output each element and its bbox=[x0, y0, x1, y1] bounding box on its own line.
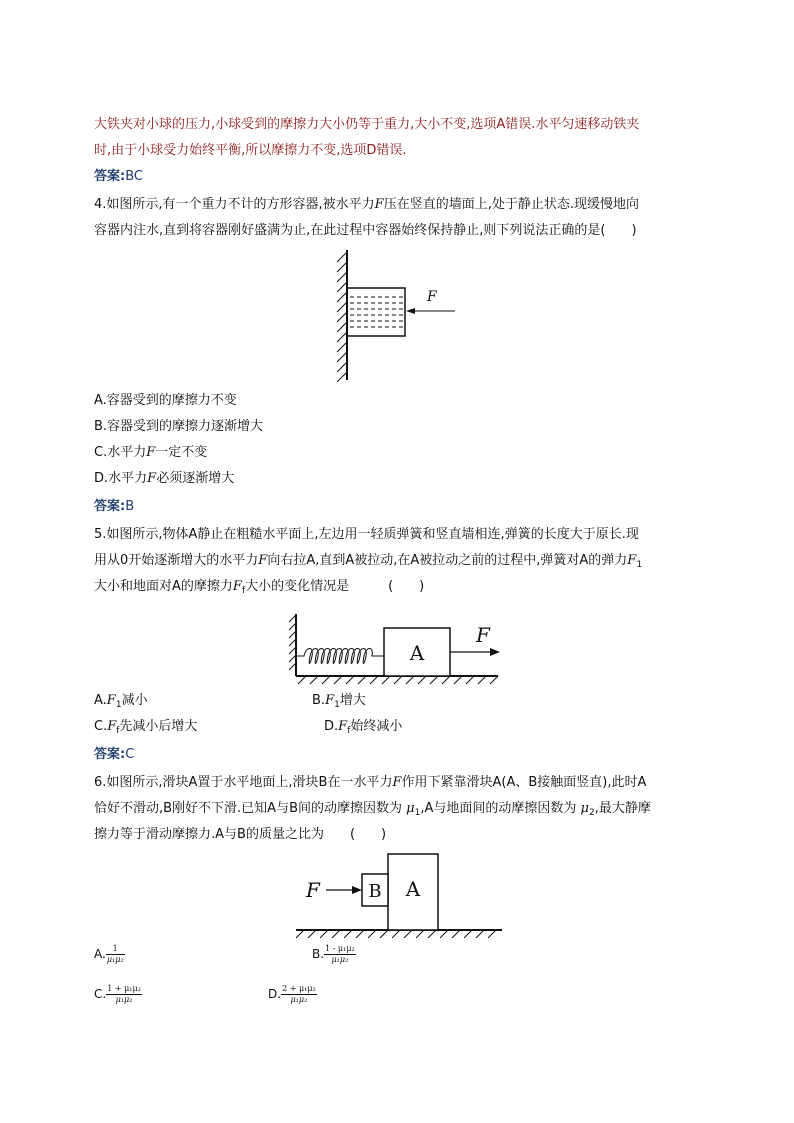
q6-line-2 bbox=[94, 800, 651, 818]
var-Ff: F bbox=[338, 719, 348, 734]
var-F: F bbox=[258, 553, 268, 568]
var-F: F bbox=[147, 471, 157, 486]
numerator: 1 bbox=[106, 944, 125, 955]
answer-q3 bbox=[94, 168, 143, 186]
ground-hatch bbox=[296, 930, 502, 938]
q4-option-a: A.容器受到的摩擦力不变 bbox=[94, 393, 237, 408]
q6-option-b bbox=[312, 944, 356, 965]
q5-text: 大小的变化情况是 ( ) bbox=[245, 579, 425, 594]
q4-text: 4.如图所示,有一个重力不计的方形容器,被水平力 bbox=[94, 197, 375, 212]
force-label: F bbox=[476, 623, 490, 647]
answer-value: BC bbox=[125, 169, 143, 184]
q5-text: 大小和地面对A的摩擦力 bbox=[94, 579, 233, 594]
var-Ff: F bbox=[107, 719, 117, 734]
q4-option-d bbox=[94, 470, 234, 488]
fraction bbox=[106, 984, 142, 1005]
numerator: 1 + μ₁μ₂ bbox=[107, 984, 141, 993]
denominator: μ₁μ₂ bbox=[331, 955, 349, 964]
q5-option-a bbox=[94, 692, 148, 710]
force-label: F bbox=[306, 878, 320, 902]
answer-value: C bbox=[125, 747, 135, 762]
opt-prefix: C. bbox=[94, 719, 108, 734]
opt-prefix: C. bbox=[94, 987, 107, 1001]
container bbox=[347, 288, 405, 336]
subscript: 1 bbox=[115, 700, 122, 710]
q4-opt-text: D.水平力 bbox=[94, 471, 148, 486]
q6-option-d bbox=[268, 984, 317, 1005]
block-a-label: A bbox=[409, 641, 425, 665]
force-arrowhead bbox=[352, 886, 362, 894]
q6-text: 作用下紧靠滑块A(A、B接触面竖直),此时A bbox=[401, 775, 647, 790]
wall-hatch bbox=[289, 614, 296, 676]
fraction bbox=[324, 944, 356, 965]
var-F: F bbox=[146, 445, 156, 460]
numerator: 1 - μ₁μ₂ bbox=[325, 944, 355, 953]
q6-text: 6.如图所示,滑块A置于水平地面上,滑块B在一水平力 bbox=[94, 775, 393, 790]
q6-text: 恰好不滑动,B刚好不下滑.已知A与B间的动摩擦因数为 bbox=[94, 801, 402, 816]
ground-hatch bbox=[296, 676, 498, 684]
solution-line-2: 时,由于小球受力始终平衡,所以摩擦力不变,选项D错误. bbox=[94, 143, 407, 158]
subscript: f bbox=[347, 726, 351, 736]
block-a-label: A bbox=[405, 877, 421, 901]
opt-prefix: B. bbox=[312, 947, 325, 961]
answer-q4 bbox=[94, 498, 134, 516]
q6-option-a bbox=[94, 944, 125, 965]
answer-value: B bbox=[125, 499, 135, 514]
subscript: 1 bbox=[414, 808, 421, 818]
force-arrowhead bbox=[406, 308, 415, 314]
force-label: F bbox=[427, 289, 437, 305]
q4-option-c bbox=[94, 444, 207, 462]
q5-text: 用从0开始逐渐增大的水平力 bbox=[94, 553, 259, 568]
subscript: f bbox=[241, 586, 246, 596]
q4-text: 压在竖直的墙面上,处于静止状态.现缓慢地向 bbox=[383, 197, 639, 212]
var-F: F bbox=[374, 197, 384, 212]
opt-prefix: D. bbox=[324, 719, 339, 734]
q6-line-1 bbox=[94, 774, 646, 792]
q4-figure bbox=[330, 248, 470, 382]
var-mu1: μ bbox=[406, 801, 415, 816]
q5-figure bbox=[286, 610, 506, 686]
q5-line-2 bbox=[94, 552, 642, 570]
q6-figure bbox=[296, 850, 506, 938]
var-F1: F bbox=[106, 693, 116, 708]
opt-prefix: A. bbox=[94, 693, 107, 708]
q6-option-c bbox=[94, 984, 142, 1005]
solution-line-1: 大铁夹对小球的压力,小球受到的摩擦力大小仍等于重力,大小不变,选项A错误.水平匀速移动铁夹 bbox=[94, 117, 640, 132]
opt-prefix: D. bbox=[268, 987, 282, 1001]
var-F: F bbox=[392, 775, 402, 790]
var-F1: F bbox=[627, 553, 637, 568]
subscript: f bbox=[116, 726, 120, 736]
answer-label: 答案: bbox=[94, 169, 126, 184]
force-arrowhead bbox=[490, 648, 500, 656]
q6-text: ,A与地面间的动摩擦因数为 bbox=[420, 801, 577, 816]
q5-option-c bbox=[94, 718, 197, 736]
q4-opt-text: 必须逐渐增大 bbox=[156, 471, 235, 486]
wall-hatch bbox=[337, 250, 347, 382]
q4-line-1 bbox=[94, 196, 639, 214]
q5-line-1: 5.如图所示,物体A静止在粗糙水平面上,左边用一轻质弹簧和竖直墙相连,弹簧的长度大于原长.现 bbox=[94, 527, 639, 542]
q5-opt-text: 始终减小 bbox=[350, 719, 403, 734]
var-F1: F bbox=[325, 693, 335, 708]
q4-opt-text: 一定不变 bbox=[155, 445, 208, 460]
var-Ff: F bbox=[232, 579, 242, 594]
q5-opt-text: 先减小后增大 bbox=[119, 719, 198, 734]
fraction bbox=[281, 984, 317, 1005]
q5-option-b bbox=[312, 692, 366, 710]
q4-option-b: B.容器受到的摩擦力逐渐增大 bbox=[94, 419, 264, 434]
numerator: 2 + μ₁μ₂ bbox=[282, 984, 316, 993]
denominator: μ₁μ₂ bbox=[290, 995, 308, 1004]
opt-prefix: A. bbox=[94, 947, 106, 961]
q5-opt-text: 减小 bbox=[121, 693, 148, 708]
subscript: 1 bbox=[636, 560, 643, 570]
q6-text: ,最大静摩 bbox=[594, 801, 651, 816]
q5-line-3 bbox=[94, 578, 424, 596]
block-b-label: B bbox=[368, 881, 382, 902]
q4-opt-text: C.水平力 bbox=[94, 445, 147, 460]
water bbox=[350, 297, 403, 327]
denominator: μ₁μ₂ bbox=[106, 955, 124, 964]
q5-option-d bbox=[324, 718, 402, 736]
q5-text: 向右拉A,直到A被拉动,在A被拉动之前的过程中,弹簧对A的弹力 bbox=[267, 553, 628, 568]
subscript: 1 bbox=[334, 700, 340, 710]
q4-line-2: 容器内注水,直到将容器刚好盛满为止,在此过程中容器始终保持静止,则下列说法正确的是( ) bbox=[94, 223, 637, 238]
fraction bbox=[106, 944, 125, 965]
answer-label: 答案: bbox=[94, 499, 126, 514]
var-mu2: μ bbox=[580, 801, 589, 816]
denominator: μ₁μ₂ bbox=[115, 995, 133, 1004]
answer-q5 bbox=[94, 746, 134, 764]
opt-prefix: B. bbox=[312, 693, 326, 708]
q6-line-3: 擦力等于滑动摩擦力.A与B的质量之比为 ( ) bbox=[94, 827, 387, 842]
q5-opt-text: 增大 bbox=[339, 693, 366, 708]
spring bbox=[296, 649, 384, 664]
subscript: 2 bbox=[588, 808, 595, 818]
answer-label: 答案: bbox=[94, 747, 126, 762]
